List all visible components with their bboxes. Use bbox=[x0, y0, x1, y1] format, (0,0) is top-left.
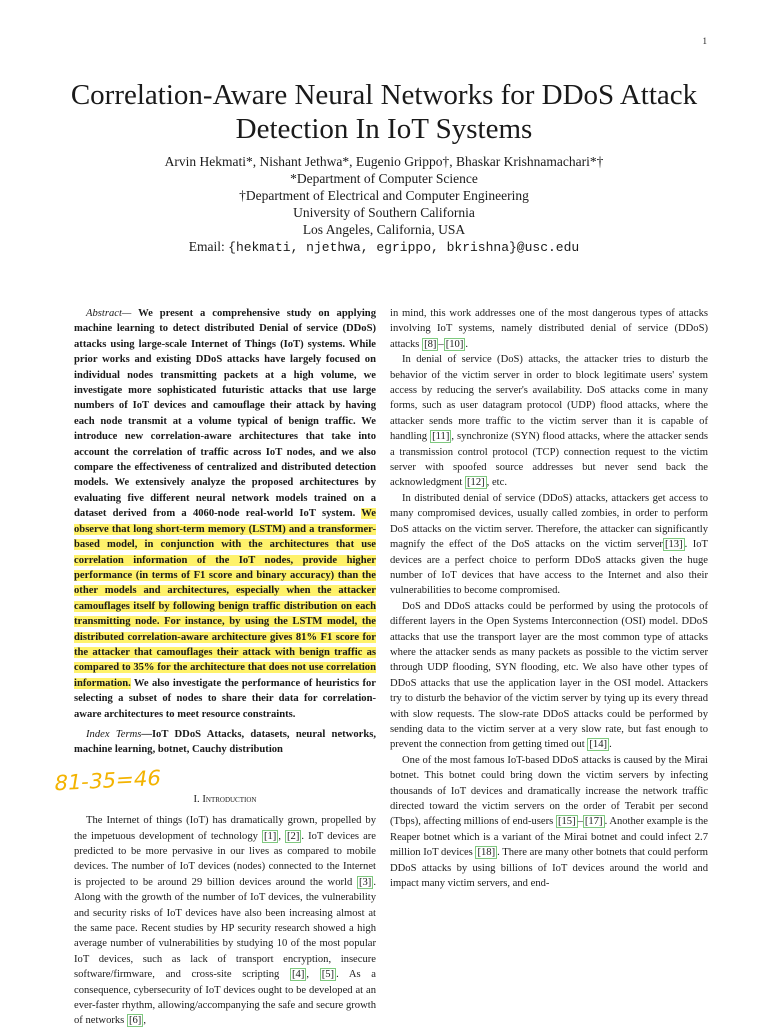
abstract bbox=[74, 306, 376, 722]
paper-title: Correlation-Aware Neural Networks for DDoS Attack Detection In IoT Systems bbox=[70, 79, 698, 145]
text-run: – bbox=[438, 338, 444, 350]
text-run: In denial of service (DoS) attacks, the attacker tries to disturb the behavior of the victim server in order to block legitimate users' system access by reducing the server's availability. DoS attacks come in many forms, such as user datagram protocol (UDP) flood attacks, where the attacker sends more traffic to the victim server than it is capable of handling bbox=[390, 354, 708, 443]
location: Los Angeles, California, USA bbox=[302, 222, 466, 237]
affiliation-ece: †Department of Electrical and Computer Engineering bbox=[239, 188, 529, 203]
section-title: Introduction bbox=[202, 793, 257, 805]
text-run: , bbox=[306, 969, 320, 981]
right-column bbox=[390, 306, 708, 891]
section-number: I. bbox=[193, 793, 203, 805]
citation-link[interactable]: [4] bbox=[292, 969, 305, 981]
text-run: , synchronize (SYN) flood attacks, where the attacker sends a transmission control protocol (TCP) connection request to the victim server with spoofed source addresses but never send back the acknowledgment bbox=[390, 431, 708, 489]
text-run: . As a consequence, cybersecurity of IoT devices ought to be developed at an ever-faster rhythm, allowing/accompanying the safe and secure growth of networks bbox=[74, 969, 376, 1027]
body-paragraph-continued bbox=[390, 306, 708, 352]
text-run: . IoT devices are a perfect choice to perform DDoS attacks given the huge number of IoT devices that have access to the Internet and also their vulnerabilities to become compromised. bbox=[390, 539, 708, 597]
citation-link[interactable]: [18] bbox=[477, 847, 496, 859]
citation-link[interactable]: [3] bbox=[358, 876, 372, 888]
text-run: One of the most famous IoT-based DDoS attacks is caused by the Mirai botnet. This botnet could bring down the victim servers by infecting thousands of IoT devices and dramatically increase the network traffic directed toward the victim servers on the order of Terabit per second (Tbps), affecting millions of end-users bbox=[390, 754, 708, 828]
abstract-highlight: We observe that long short-term memory (LSTM) and a transformer-based model, in conjunction with the architectures that use correlation information of the IoT nodes, provide higher performance (in terms of F1 score and binary accuracy) than the other models and architectures, especially when the attacker camouflages itself by following benign traffic distribution on each transmitting node. For instance, by using the LSTM model, the distributed correlation-aware architecture gives 81% F1 score for the attacker that camouflages their attack with benign traffic as compared to 35% for the architecture that does not use correlation information. bbox=[74, 508, 376, 689]
text-run: , bbox=[143, 1015, 146, 1027]
university: University of Southern California bbox=[293, 205, 475, 220]
citation-link[interactable]: [2] bbox=[287, 830, 300, 842]
citation-link[interactable]: [17] bbox=[584, 816, 603, 828]
email-label: Email: bbox=[188, 239, 229, 254]
text-run: The Internet of things (IoT) has dramatically grown, propelled by the impetuous development of technology bbox=[74, 815, 376, 842]
text-run: , etc. bbox=[486, 477, 507, 489]
text-run: . Along with the growth of the number of IoT devices, the vulnerability and security risks of IoT devices have also been increasing almost at the same pace. Recent studies by HP security research showed a high average number of vulnerabilities by studying 10 of the most popular IoT devices, such as lack of transport encryption, insecure software/firmware, and cross-site scripting bbox=[74, 876, 376, 981]
text-run: – bbox=[577, 816, 583, 828]
page-number: 1 bbox=[702, 36, 707, 46]
citation-link[interactable]: [5] bbox=[321, 969, 335, 981]
text-run: , bbox=[278, 830, 286, 842]
text-run: In distributed denial of service (DDoS) attacks, attackers get access to many compromised devices, usually called zombies, in order to perform DoS attacks on the victim server. Therefore, the attacker can significantly magnify the effect of the DoS attacks on the victim server bbox=[390, 492, 708, 551]
text-run: . bbox=[465, 338, 469, 350]
text-run: . IoT devices are predicted to be more pervasive in our lives as compared to mobile devices. The number of IoT devices (nodes) connected to the Internet is projected to be around 29 billion devices around the world bbox=[74, 830, 376, 888]
body-paragraph-osi bbox=[390, 599, 708, 753]
citation-link[interactable]: [1] bbox=[263, 830, 277, 842]
citation-link[interactable]: [12] bbox=[467, 477, 485, 489]
left-column bbox=[52, 306, 376, 1029]
citation-link[interactable]: [8] bbox=[424, 338, 437, 350]
abstract-text-1: We present a comprehensive study on applying machine learning to detect distributed Denial of service (DDoS) attacks using large-scale Internet of Things (IoT) systems. While prior works and existing DDoS attacks have largely focused on individual nodes transmitting packets at a high volume, we investigate more sophisticated futuristic attacks that use large numbers of IoT devices and camouflage their attack by having each node transmit at a volume typical of benign traffic. We introduce new correlation-aware architectures that take into account the correlation of traffic across IoT nodes, and we also compare the effectiveness of centralized and distributed detection models. We extensively analyze the proposed architectures by evaluating five different neural network models trained on a dataset derived from a 4060-node real-world IoT system. bbox=[74, 308, 376, 520]
index-terms-body: —IoT DDoS Attacks, datasets, neural networks, machine learning, botnet, Cauchy distribution bbox=[74, 728, 376, 756]
text-run: . Another example is the Reaper botnet which is a variant of the Mirai botnet and could infect 2.7 million IoT devices bbox=[390, 816, 708, 859]
author-block bbox=[40, 153, 728, 256]
author-names: Arvin Hekmati*, Nishant Jethwa*, Eugenio Grippo†, Bhaskar Krishnamachari*† bbox=[164, 154, 604, 169]
citation-link[interactable]: [15] bbox=[557, 816, 576, 828]
body-paragraph-ddos bbox=[390, 491, 708, 599]
text-run: . There are many other botnets that could perform DDoS attacks by using billions of IoT devices around the world and impact many victim servers, and end- bbox=[390, 847, 708, 890]
intro-paragraph-1 bbox=[74, 813, 376, 1029]
affiliation-cs: *Department of Computer Science bbox=[290, 171, 478, 186]
email-line bbox=[40, 238, 728, 256]
text-run: in mind, this work addresses one of the most dangerous types of attacks involving IoT systems, namely distributed denial of service (DDoS) attacks bbox=[390, 308, 708, 350]
citation-link[interactable]: [14] bbox=[589, 739, 608, 751]
index-terms-lead: Index Terms bbox=[86, 728, 142, 740]
body-paragraph-dos bbox=[390, 352, 708, 491]
text-run: . bbox=[609, 739, 612, 751]
body-paragraph-mirai bbox=[390, 753, 708, 892]
abstract-text-2: We also investigate the performance of heuristics for selecting a subset of nodes to share their data for correlation-aware architectures to meet resource constraints. bbox=[74, 677, 376, 720]
abstract-lead: Abstract— bbox=[86, 308, 132, 319]
citation-link[interactable]: [13] bbox=[664, 539, 683, 551]
email-address[interactable]: {hekmati, njethwa, egrippo, bkrishna}@usc.edu bbox=[228, 240, 580, 255]
citation-link[interactable]: [6] bbox=[128, 1015, 142, 1027]
citation-link[interactable]: [11] bbox=[432, 431, 450, 443]
handwritten-annotation: 81-35=46 bbox=[52, 765, 163, 796]
citation-link[interactable]: [10] bbox=[445, 338, 464, 350]
text-run: DoS and DDoS attacks could be performed by using the protocols of different layers in the Open Systems Interconnection (OSI) model. DDoS attacks that use the transport layer are the most common type of attacks where the attacker sends as many packets as possible to the victim server through UDP flooding, SYN flooding, etc. We also have other types of DDoS attacks that use the application layer in the OSI model. Attackers try to disturb the behavior of the victim server by tying up its every thread with slow requests. The slow-rate DDoS attacks could be performed by sending data to the victim server at a very slow rate, but fast enough to prevent the connection from getting timed out bbox=[390, 600, 708, 751]
